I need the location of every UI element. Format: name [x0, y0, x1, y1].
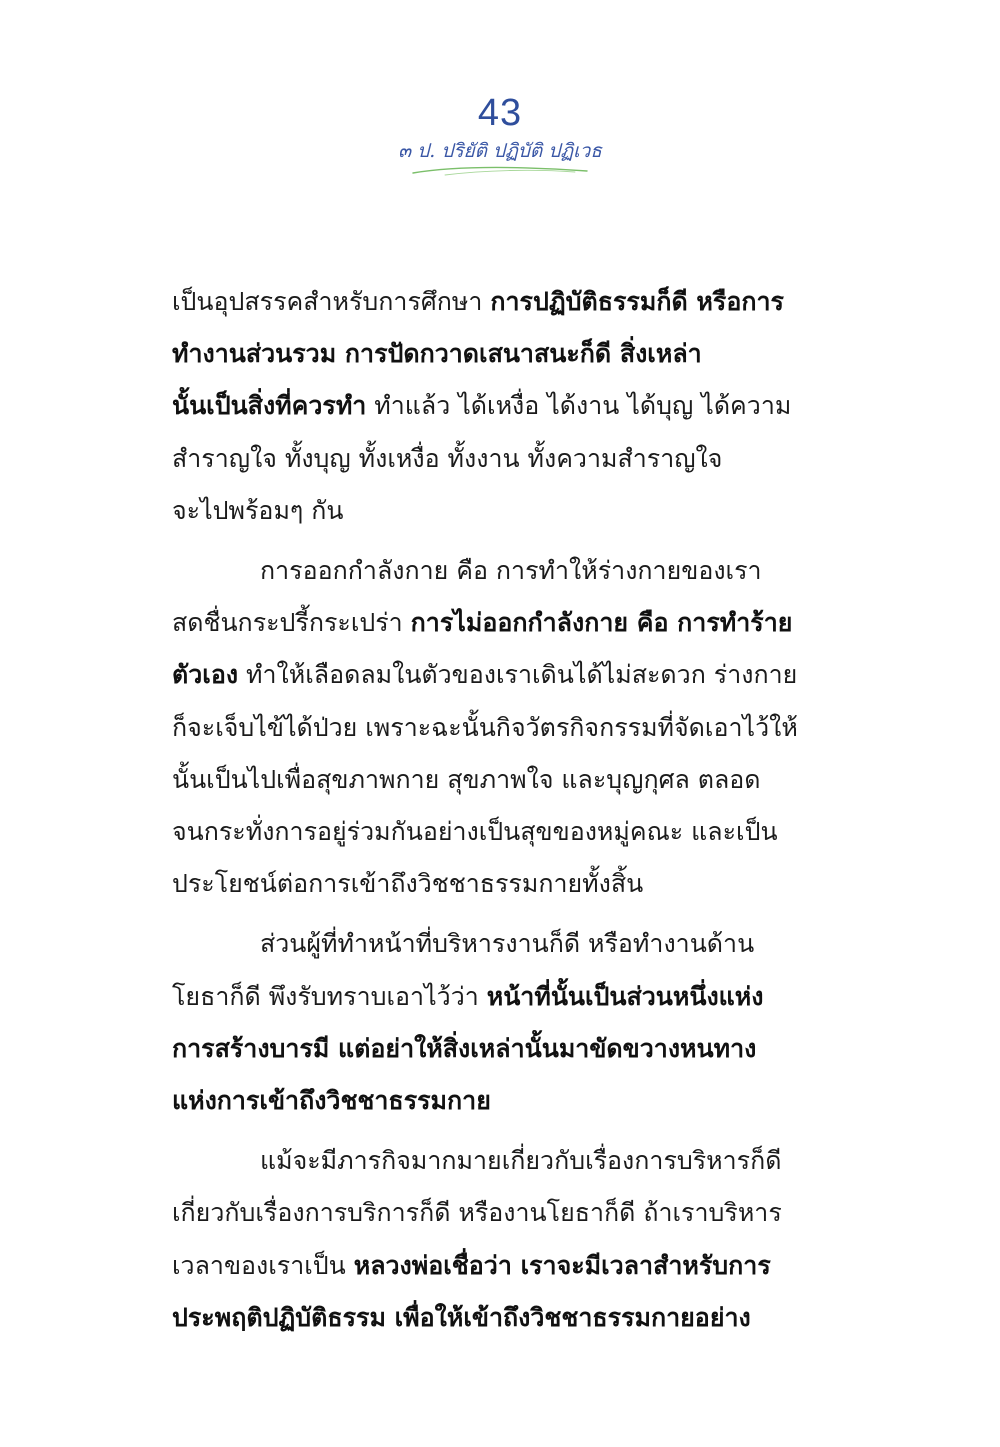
body-text	[172, 276, 840, 1344]
page-header	[0, 90, 1000, 178]
paragraph	[172, 276, 840, 537]
text-run: โยธาก็ดี พึงรับทราบเอาไว้ว่า	[172, 981, 487, 1011]
text-run: การออกกำลังกาย คือ การทำให้ร่างกายของเรา	[260, 556, 762, 586]
text-line	[172, 276, 840, 328]
bold-text: หน้าที่นั้นเป็นส่วนหนึ่งแห่ง	[486, 981, 764, 1011]
text-line	[172, 858, 840, 910]
text-run: ทำแล้ว ได้เหงื่อ ได้งาน ได้บุญ ได้ความ	[366, 391, 792, 421]
text-run: เกี่ยวกับเรื่องการบริการก็ดี หรืองานโยธาก็ดี ถ้าเราบริหาร	[172, 1198, 782, 1228]
bold-text: แห่งการเข้าถึงวิชชาธรรมกาย	[172, 1086, 491, 1116]
page-number: 43	[477, 92, 523, 134]
text-run: ทำให้เลือดลมในตัวของเราเดินได้ไม่สะดวก ร่างกาย	[238, 660, 798, 690]
text-run: เป็นอุปสรรคสำหรับการศึกษา	[172, 287, 491, 316]
text-run: สดชื่นกระปรี้กระเปร่า	[172, 608, 411, 638]
text-run: จะไปพร้อมๆ กัน	[172, 495, 344, 525]
text-line	[172, 754, 840, 806]
text-line	[172, 1240, 840, 1292]
text-run: เวลาของเราเป็น	[172, 1250, 354, 1280]
running-title: ๓ ป. ปริยัติ ปฏิบัติ ปฏิเวธ	[398, 140, 602, 162]
text-run: แม้จะมีภารกิจมากมายเกี่ยวกับเรื่องการบริหารก็ดี	[260, 1146, 782, 1176]
text-line	[172, 971, 840, 1023]
text-line	[172, 545, 840, 597]
text-line	[172, 1023, 840, 1075]
text-line	[172, 918, 840, 970]
bold-text: การสร้างบารมี แต่อย่าให้สิ่งเหล่านั้นมาขัดขวางหนทาง	[172, 1033, 757, 1063]
text-run: ส่วนผู้ที่ทำหน้าที่บริหารงานก็ดี หรือทำงานด้าน	[260, 929, 755, 959]
bold-text: ตัวเอง	[172, 660, 239, 690]
text-run: นั้นเป็นไปเพื่อสุขภาพกาย สุขภาพใจ และบุญกุศล ตลอด	[172, 764, 761, 794]
bold-text: การไม่ออกกำลังกาย คือ การทำร้าย	[410, 608, 793, 638]
text-line	[172, 433, 840, 485]
bold-text: ทำงานส่วนรวม การปัดกวาดเสนาสนะก็ดี สิ่งเหล่า	[172, 339, 702, 369]
text-line	[172, 1075, 840, 1127]
text-line	[172, 380, 840, 432]
text-line	[172, 1292, 840, 1344]
text-run: จนกระทั่งการอยู่ร่วมกันอย่างเป็นสุขของหมู่คณะ และเป็น	[172, 817, 778, 847]
text-line	[172, 806, 840, 858]
text-run: ก็จะเจ็บไข้ได้ป่วย เพราะฉะนั้นกิจวัตรกิจกรรมที่จัดเอาไว้ให้	[172, 712, 798, 742]
text-line	[172, 702, 840, 754]
text-line	[172, 485, 840, 537]
bold-text: การปฏิบัติธรรมก็ดี หรือการ	[490, 287, 784, 316]
paragraph	[172, 918, 840, 1127]
text-line	[172, 1187, 840, 1239]
text-line	[172, 649, 840, 701]
paragraph	[172, 545, 840, 910]
text-line	[172, 328, 840, 380]
paragraph	[172, 1135, 840, 1344]
bold-text: หลวงพ่อเชื่อว่า เราจะมีเวลาสำหรับการ	[353, 1250, 771, 1280]
text-run: สำราญใจ ทั้งบุญ ทั้งเหงื่อ ทั้งงาน ทั้งความสำราญใจ	[172, 443, 723, 473]
bold-text: นั้นเป็นสิ่งที่ควรทำ	[172, 391, 367, 421]
bold-text: ประพฤติปฏิบัติธรรม เพื่อให้เข้าถึงวิชชาธรรมกายอย่าง	[172, 1302, 751, 1332]
text-line	[172, 597, 840, 649]
decorative-swash-icon	[405, 164, 595, 178]
text-run: ประโยชน์ต่อการเข้าถึงวิชชาธรรมกายทั้งสิ้น	[172, 869, 644, 899]
text-line	[172, 1135, 840, 1187]
